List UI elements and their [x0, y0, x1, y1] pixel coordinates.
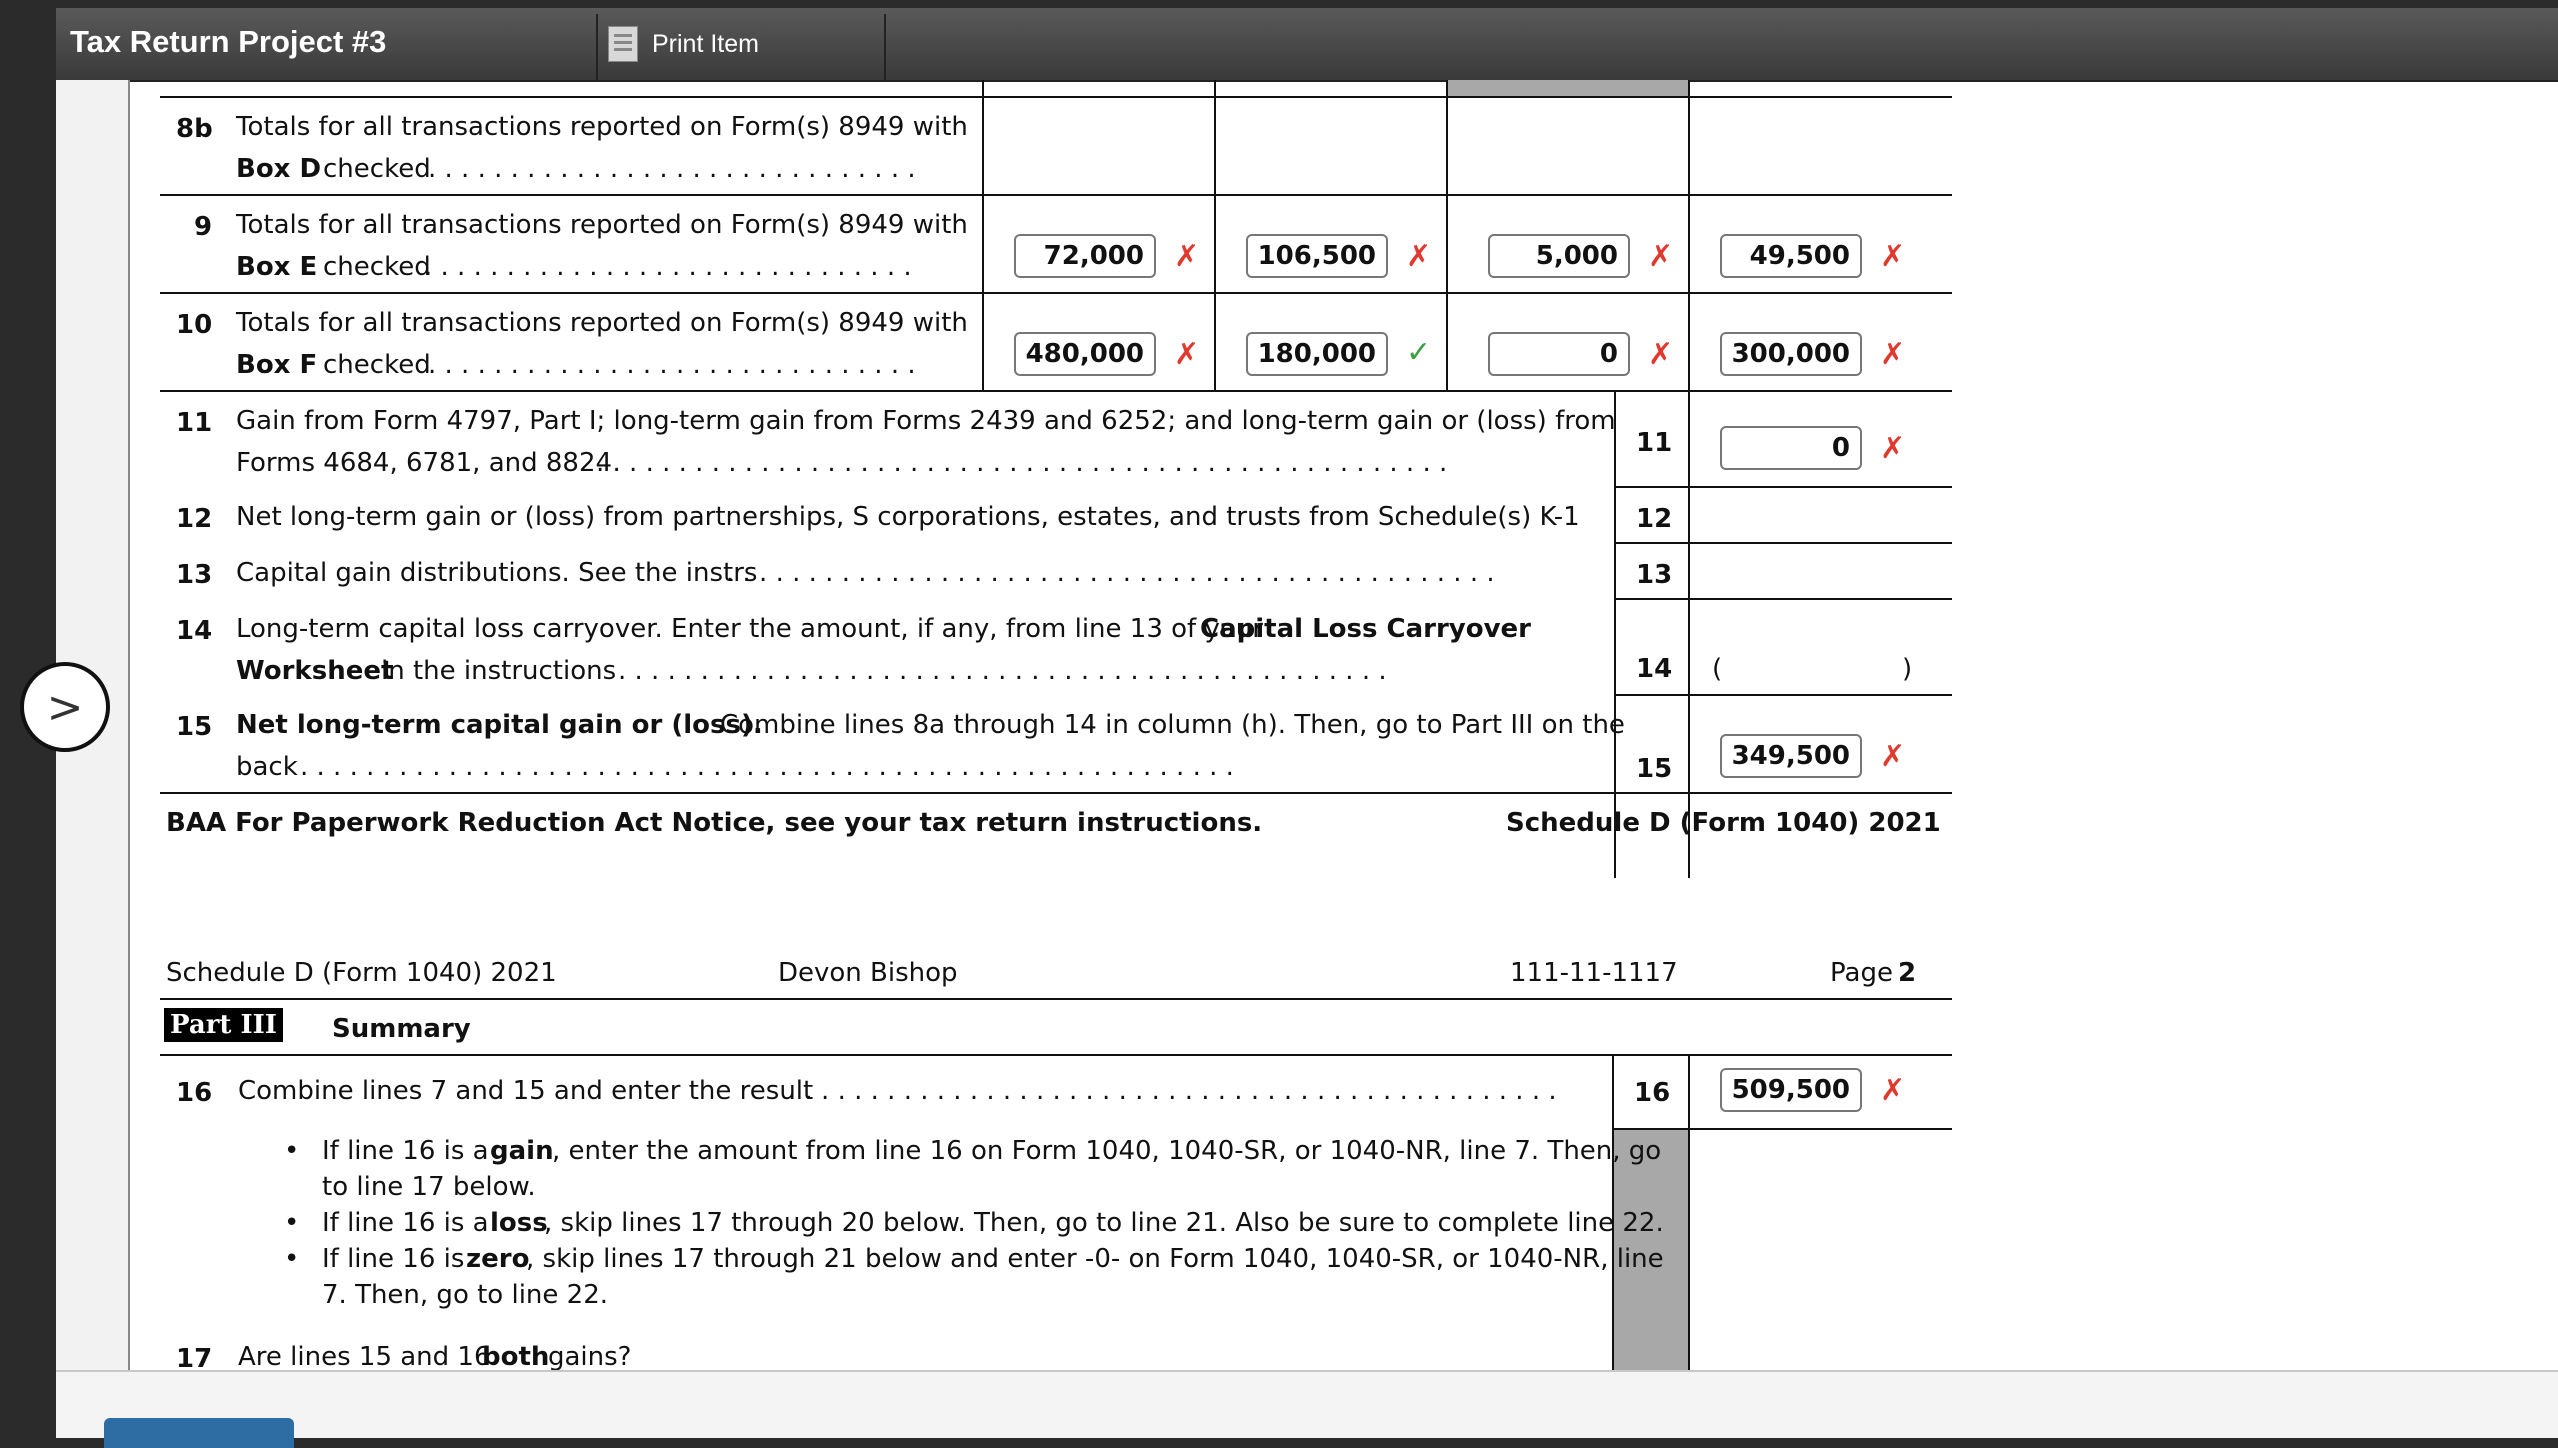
line-number: 15: [176, 712, 213, 742]
line-16-input[interactable]: 509,500: [1720, 1068, 1862, 1112]
incorrect-mark-icon: ✗: [1174, 337, 1200, 372]
line-10-proceeds-input[interactable]: 480,000: [1014, 332, 1156, 376]
taxpayer-name: Devon Bishop: [778, 958, 958, 988]
leader-dots: . . . . . . . . . . . . . . . . . . . . . . . . . . . . . .: [428, 154, 916, 184]
line-9-box-label: Box E: [236, 252, 318, 282]
bullet-icon: •: [284, 1208, 300, 1238]
line-box-number: 15: [1636, 754, 1673, 784]
line-10-gain-input[interactable]: 300,000: [1720, 332, 1862, 376]
print-item-button[interactable]: [608, 20, 759, 68]
incorrect-mark-icon: ✗: [1648, 337, 1674, 372]
part-title: Summary: [332, 1014, 471, 1044]
line-15-text: Combine lines 8a through 14 in column (h). Then, go to Part III on the: [720, 710, 1625, 740]
line-11-text: Gain from Form 4797, Part I; long-term gain from Forms 2439 and 6252; and long-term gain or (loss) from: [236, 406, 1616, 436]
line-9-cost-input[interactable]: 106,500: [1246, 234, 1388, 278]
bullet-zero-cont: 7. Then, go to line 22.: [322, 1280, 609, 1310]
bottom-toolbar: [56, 1370, 2558, 1438]
line-number: 14: [176, 616, 213, 646]
line-9-proceeds-input[interactable]: 72,000: [1014, 234, 1156, 278]
bullet-icon: •: [284, 1244, 300, 1274]
line-9-text: Totals for all transactions reported on Form(s) 8949 with: [236, 210, 968, 240]
correct-mark-icon: ✓: [1406, 335, 1432, 370]
schedule-d-form: [128, 80, 2558, 1370]
line-15-text-bold: Net long-term capital gain or (loss).: [236, 710, 763, 740]
line-box-number: 14: [1636, 654, 1673, 684]
bullet-gain-bold: gain: [490, 1136, 554, 1166]
title-divider: [596, 14, 598, 80]
bullet-zero-pre: If line 16 is: [322, 1244, 465, 1274]
leader-dots: . . . . . . . . . . . . . . . . . . . . . . . . . . . . . .: [428, 350, 916, 380]
line-10-adjustments-input[interactable]: 0: [1488, 332, 1630, 376]
bullet-gain-post: , enter the amount from line 16 on Form 1040, 1040-SR, or 1040-NR, line 7. Then, go: [552, 1136, 1662, 1166]
line-9-gain-input[interactable]: 49,500: [1720, 234, 1862, 278]
incorrect-mark-icon: ✗: [1174, 239, 1200, 274]
line-10-text: Totals for all transactions reported on Form(s) 8949 with: [236, 308, 968, 338]
leader-dots: . . . . . . . . . . . . . . . . . . . . . . . . . . . . . . . . . . . . . . . . . . . . . . . . . . . . . . . . .: [300, 752, 1234, 782]
line-number: 8b: [176, 114, 213, 144]
print-item-label: Print Item: [652, 29, 759, 58]
line-number: 13: [176, 560, 213, 590]
line-number: 9: [194, 212, 213, 242]
close-paren: ): [1902, 654, 1913, 684]
line-15-input[interactable]: 349,500: [1720, 734, 1862, 778]
bullet-loss-bold: loss: [490, 1208, 548, 1238]
line-11-text-cont: Forms 4684, 6781, and 8824: [236, 448, 613, 478]
next-arrow-icon[interactable]: >: [20, 662, 110, 752]
bullet-zero-bold: zero: [466, 1244, 530, 1274]
paperwork-notice: BAA For Paperwork Reduction Act Notice, see your tax return instructions.: [166, 808, 1263, 838]
line-17-text-end: gains?: [548, 1342, 632, 1370]
line-8b-checked: checked: [323, 154, 431, 184]
bullet-gain-pre: If line 16 is a: [322, 1136, 489, 1166]
line-15-text-cont: back: [236, 752, 298, 782]
bullet-loss-post: , skip lines 17 through 20 below. Then, go to line 21. Also be sure to complete line 22.: [544, 1208, 1664, 1238]
line-number: 12: [176, 504, 213, 534]
incorrect-mark-icon: ✗: [1880, 239, 1906, 274]
line-10-cost-input[interactable]: 180,000: [1246, 332, 1388, 376]
bullet-loss-pre: If line 16 is a: [322, 1208, 489, 1238]
line-number: 17: [176, 1344, 213, 1370]
line-number: 16: [176, 1078, 213, 1108]
incorrect-mark-icon: ✗: [1880, 431, 1906, 466]
line-box-number: 16: [1634, 1078, 1671, 1108]
line-17-bold: both: [482, 1342, 550, 1370]
line-10-checked: checked: [323, 350, 431, 380]
open-paren: (: [1712, 654, 1723, 684]
line-14-text: Long-term capital loss carryover. Enter the amount, if any, from line 13 of your: [236, 614, 1263, 644]
line-8b-text: Totals for all transactions reported on Form(s) 8949 with: [236, 112, 968, 142]
line-number: 11: [176, 408, 213, 438]
line-8b-box-label: Box D: [236, 154, 322, 184]
bullet-zero-post: , skip lines 17 through 21 below and enter -0- on Form 1040, 1040-SR, or 1040-NR, line: [526, 1244, 1664, 1274]
print-icon: [608, 26, 638, 62]
leader-dots: . . . . . . . . . . . . . . . . . . . . . . . . . . . . . . . . . . . . . . . . . . . . . . . . . . . .: [596, 448, 1448, 478]
line-14-input[interactable]: [1728, 646, 1918, 690]
line-number: 10: [176, 310, 213, 340]
page-number: 2: [1898, 958, 1917, 988]
bullet-icon: •: [284, 1136, 300, 1166]
line-box-number: 13: [1636, 560, 1673, 590]
leader-dots: . . . . . . . . . . . . . . . . . . . . . . . . . . . . . .: [424, 252, 912, 282]
incorrect-mark-icon: ✗: [1648, 239, 1674, 274]
line-12-text: Net long-term gain or (loss) from partnerships, S corporations, estates, and trusts from Schedule(s) K-1: [236, 502, 1580, 532]
page2-form-id: Schedule D (Form 1040) 2021: [166, 958, 557, 988]
line-14-text-cont: in the instructions: [381, 656, 617, 686]
line-14-text-bold: Capital Loss Carryover: [1200, 614, 1532, 644]
line-13-text: Capital gain distributions. See the instrs: [236, 558, 758, 588]
line-10-box-label: Box F: [236, 350, 318, 380]
bullet-gain-cont: to line 17 below.: [322, 1172, 536, 1202]
form-id: Schedule D (Form 1040) 2021: [1506, 808, 1941, 838]
line-14-worksheet: Worksheet: [236, 656, 394, 686]
line-11-input[interactable]: 0: [1720, 426, 1862, 470]
taxpayer-ssn: 111-11-1117: [1510, 958, 1678, 988]
title-divider: [884, 14, 886, 80]
leader-dots: . . . . . . . . . . . . . . . . . . . . . . . . . . . . . . . . . . . . . . . . . . . . . . .: [618, 656, 1387, 686]
check-my-work-button[interactable]: [104, 1418, 294, 1448]
line-9-checked: checked: [323, 252, 431, 282]
incorrect-mark-icon: ✗: [1880, 1073, 1906, 1108]
line-box-number: 11: [1636, 428, 1673, 458]
incorrect-mark-icon: ✗: [1880, 337, 1906, 372]
incorrect-mark-icon: ✗: [1406, 239, 1432, 274]
part-tag: Part III: [164, 1008, 283, 1042]
line-box-number: 12: [1636, 504, 1673, 534]
line-17-text: Are lines 15 and 16: [238, 1342, 491, 1370]
window-title: Tax Return Project #3: [70, 24, 387, 59]
leader-dots: . . . . . . . . . . . . . . . . . . . . . . . . . . . . . . . . . . . . . . . . . . . . . . .: [726, 558, 1495, 588]
incorrect-mark-icon: ✗: [1880, 739, 1906, 774]
page-label: Page: [1830, 958, 1893, 988]
line-9-adjustments-input[interactable]: 5,000: [1488, 234, 1630, 278]
line-16-text: Combine lines 7 and 15 and enter the result: [238, 1076, 814, 1106]
title-bar: [56, 8, 2558, 82]
leader-dots: . . . . . . . . . . . . . . . . . . . . . . . . . . . . . . . . . . . . . . . . . . . . . . .: [788, 1076, 1557, 1106]
